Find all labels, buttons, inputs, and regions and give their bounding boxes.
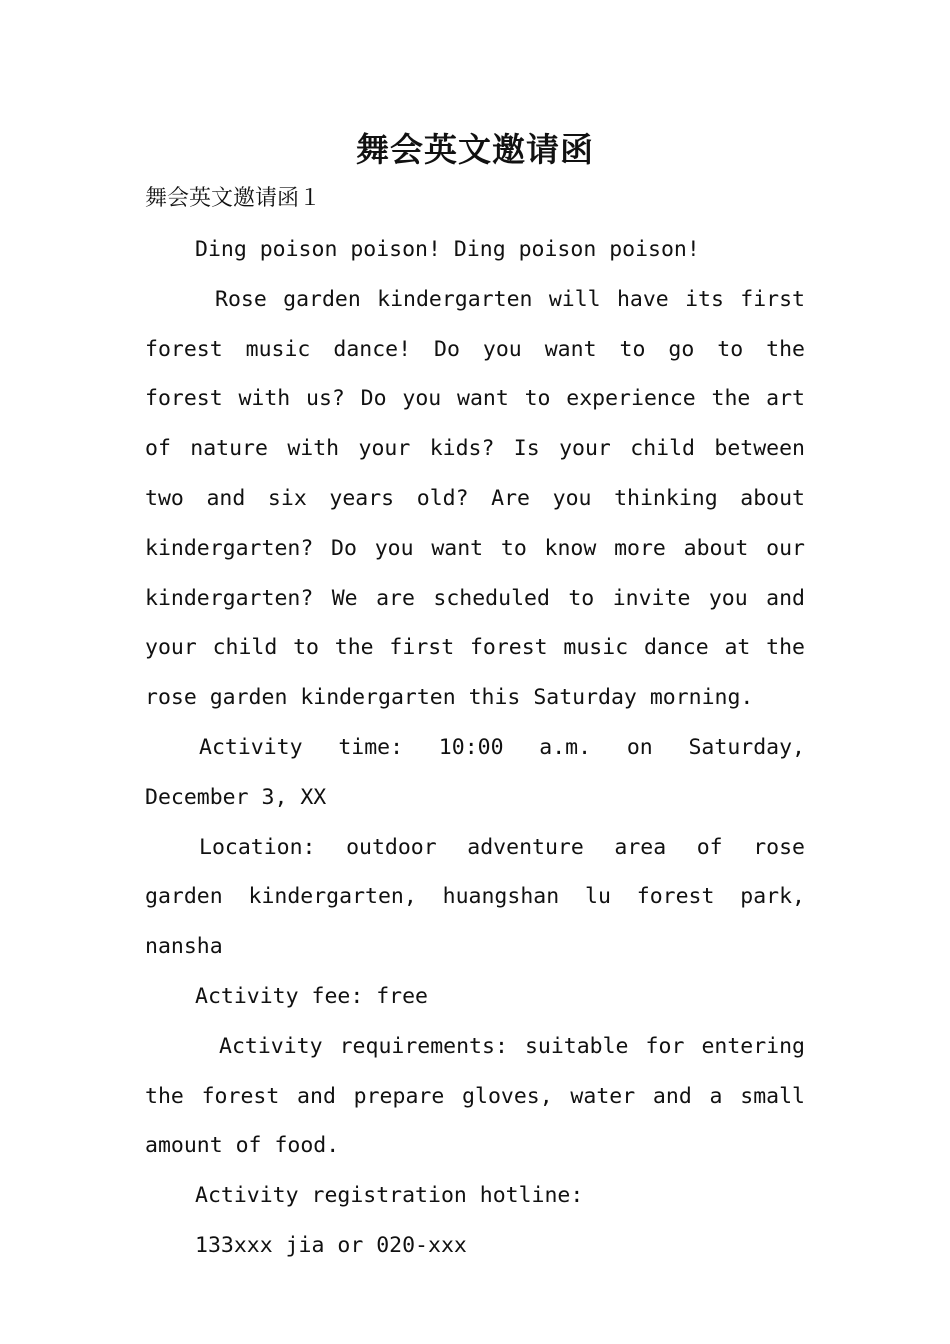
activity-requirements-paragraph: Activity requirements: suitable for entering the forest and prepare gloves, water and a small amount of food. bbox=[145, 1033, 805, 1159]
document-body bbox=[145, 225, 805, 1271]
activity-time-paragraph: Activity time: 10:00 a.m. on Saturday, December 3, XX bbox=[145, 734, 805, 810]
registration-hotline-paragraph: Activity registration hotline: bbox=[195, 1183, 584, 1209]
phone-numbers-paragraph: 133xxx jia or 020-xxx bbox=[195, 1232, 467, 1258]
invitation-paragraph: Rose garden kindergarten will have its first forest music dance! Do you want to go to the forest with us? Do you want to experience the art of nature with your kids? Is your child between two and six years old? Are you thinking about kindergarten? Do you want to know more about our kindergarten? We are scheduled to invite you and your child to the first forest music dance at the rose garden kindergarten this Saturday morning. bbox=[145, 286, 805, 711]
activity-fee-paragraph: Activity fee: free bbox=[195, 983, 428, 1009]
section-heading: 舞会英文邀请函１ bbox=[145, 186, 322, 211]
location-paragraph: Location: outdoor adventure area of rose garden kindergarten, huangshan lu forest park, nansha bbox=[145, 834, 805, 960]
document-title: 舞会英文邀请函 bbox=[356, 130, 594, 169]
greeting-paragraph: Ding poison poison! Ding poison poison! bbox=[195, 237, 700, 262]
